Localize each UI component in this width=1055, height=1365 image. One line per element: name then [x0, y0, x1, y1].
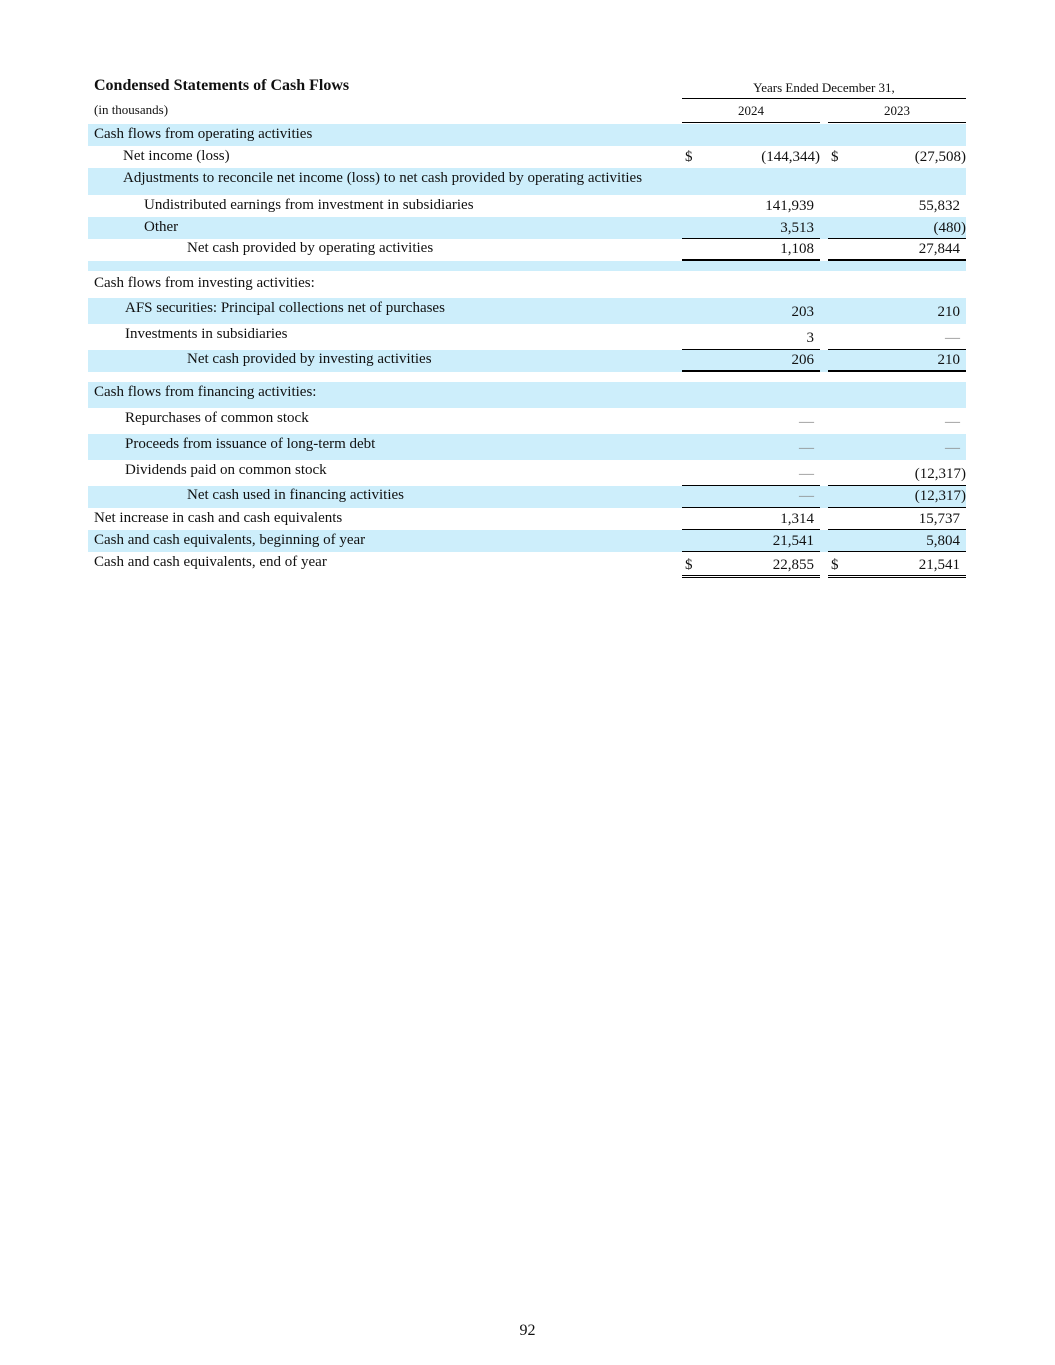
- value-2024: 22,855: [772, 557, 814, 573]
- value-2024: 3: [806, 330, 814, 346]
- year-2024-header: 2024: [682, 103, 820, 123]
- value-2023: —: [945, 414, 960, 430]
- spacer-row: [88, 261, 966, 271]
- section-header-investing: Cash flows from investing activities:: [94, 275, 315, 291]
- table-row: Repurchases of common stock — —: [125, 410, 960, 430]
- table-row: AFS securities: Principal collections net of purchases 203 210: [88, 298, 966, 324]
- table-row: Dividends paid on common stock — (12,317): [88, 460, 966, 486]
- value-2023: 210: [937, 304, 960, 320]
- table-row: Cash and cash equivalents, beginning of year 21,541 5,804: [88, 530, 966, 552]
- value-2023: 5,804: [926, 533, 960, 549]
- value-2024: —: [799, 414, 814, 430]
- value-2023: (12,317): [914, 488, 966, 504]
- table-row: Investments in subsidiaries 3 —: [88, 324, 966, 350]
- value-2023: 210: [937, 352, 960, 368]
- section-header-financing: Cash flows from financing activities:: [88, 382, 966, 408]
- page-number: 92: [519, 1322, 536, 1339]
- subtotal-row: Net cash provided by operating activities 1,108 27,844: [88, 239, 966, 261]
- value-2024: 1,314: [780, 511, 814, 527]
- value-2024: 203: [791, 304, 814, 320]
- value-2024: 206: [791, 352, 814, 368]
- value-2024: 141,939: [765, 198, 814, 214]
- statement-header: [88, 76, 966, 124]
- value-2023: —: [945, 440, 960, 456]
- spacer-row: [88, 372, 966, 382]
- units-note: (in thousands): [94, 102, 169, 117]
- statement-title: Condensed Statements of Cash Flows: [94, 77, 350, 94]
- value-2023: —: [945, 330, 960, 346]
- table-row: Net increase in cash and cash equivalents 1,314 15,737: [88, 508, 966, 530]
- value-2023: 21,541: [918, 557, 960, 573]
- section-header-operating: Cash flows from operating activities: [88, 124, 966, 146]
- table-row: Proceeds from issuance of long-term debt — —: [88, 434, 966, 460]
- value-2024: —: [799, 488, 814, 504]
- value-2023: 27,844: [918, 241, 960, 257]
- value-2023: 15,737: [918, 511, 960, 527]
- table-row: Undistributed earnings from investment in subsidiaries 141,939 55,832: [144, 197, 960, 214]
- table-row: Other 3,513 (480): [88, 217, 966, 239]
- total-row: Cash and cash equivalents, end of year $ 22,855 $ 21,541: [88, 552, 966, 578]
- value-2024: 21,541: [772, 533, 814, 549]
- value-2024: —: [799, 466, 814, 482]
- value-2023: (27,508): [914, 149, 966, 165]
- value-2023: 55,832: [918, 198, 960, 214]
- subtotal-row: Net cash used in financing activities — (12,317): [88, 486, 966, 508]
- table-row: Adjustments to reconcile net income (loss) to net cash provided by operating activities: [88, 168, 966, 195]
- table-row: Net income (loss) $ (144,344) $ (27,508): [123, 148, 966, 165]
- value-2024: 3,513: [780, 220, 814, 236]
- value-2024: —: [799, 440, 814, 456]
- period-label: Years Ended December 31,: [682, 80, 966, 99]
- value-2023: (12,317): [914, 466, 966, 482]
- year-2023-header: 2023: [828, 103, 966, 123]
- value-2023: (480): [933, 220, 966, 236]
- subtotal-row: Net cash provided by investing activities 206 210: [88, 350, 966, 372]
- value-2024: 1,108: [780, 241, 814, 257]
- value-2024: (144,344): [761, 149, 820, 165]
- cash-flow-statement: [88, 76, 966, 578]
